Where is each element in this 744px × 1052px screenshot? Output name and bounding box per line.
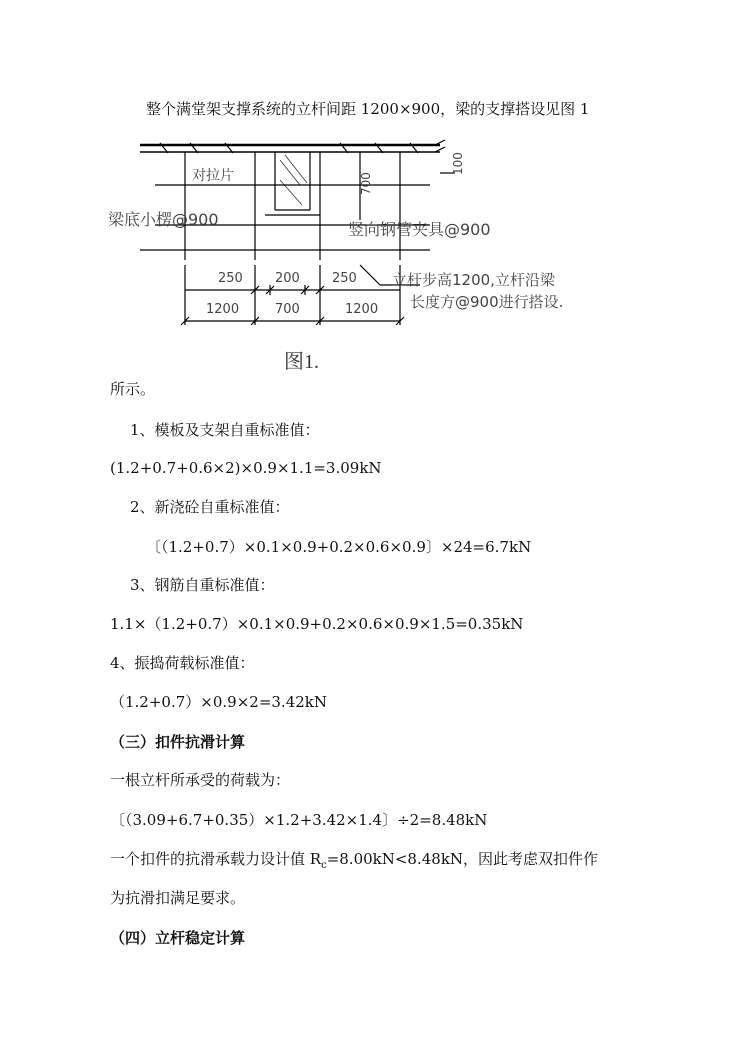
- item-1-formula: (1.2+0.7+0.6×2)×0.9×1.1=3.09kN: [110, 459, 382, 477]
- note-line-1: 立杆步高1200,立杆沿梁: [392, 271, 555, 289]
- item-3-formula: 1.1×（1.2+0.7）×0.1×0.9+0.2×0.6×0.9×1.5=0.35kN: [110, 615, 524, 633]
- resistance-sub: c: [321, 860, 327, 871]
- note-line-2: 长度方@900进行搭设.: [410, 293, 564, 311]
- dim-250-right: 250: [332, 271, 357, 286]
- section-4-heading: （四）立杆稳定计算: [110, 929, 246, 947]
- figure-caption: 图1.: [284, 351, 319, 373]
- paragraph-load: 一根立杆所承受的荷载为：: [110, 771, 291, 789]
- dim-700-vertical: 700: [359, 172, 373, 195]
- section-3-heading: （三）扣件抗滑计算: [110, 733, 246, 751]
- item-2-formula: 〔（1.2+0.7）×0.1×0.9+0.2×0.6×0.9〕×24=6.7kN: [146, 538, 532, 556]
- label-vertical-clamp: 竖向钢管夹具@900: [348, 220, 491, 239]
- item-1-title: 1、模板及支架自重标准值：: [130, 421, 320, 439]
- label-tie-plate: 对拉片: [192, 168, 234, 184]
- dim-100: 100: [451, 152, 465, 175]
- dim-700: 700: [275, 302, 300, 317]
- paragraph-load-formula: 〔（3.09+6.7+0.35）×1.2+3.42×1.4〕÷2=8.48kN: [110, 811, 488, 829]
- dim-250-left: 250: [218, 271, 243, 286]
- item-3-title: 3、钢筋自重标准值：: [130, 576, 275, 594]
- item-2-title: 2、新浇砼自重标准值：: [130, 498, 290, 516]
- resistance-pre: 一个扣件的抗滑承载力设计值 R: [110, 850, 322, 868]
- beam-support-diagram: [100, 125, 620, 340]
- label-beam-bottom: 梁底小楞@900: [108, 210, 219, 229]
- item-4-formula: （1.2+0.7）×0.9×2=3.42kN: [110, 693, 327, 711]
- item-4-title: 4、振捣荷载标准值：: [110, 654, 255, 672]
- intro-text: 整个满堂架支撑系统的立杆间距 1200×900，梁的支撑搭设见图 1: [146, 100, 590, 118]
- text-suoshi: 所示。: [110, 380, 156, 398]
- dim-1200-left: 1200: [206, 302, 240, 317]
- dim-200: 200: [275, 271, 300, 286]
- dim-1200-right: 1200: [345, 302, 379, 317]
- paragraph-conclusion: 为抗滑扣满足要求。: [110, 889, 246, 907]
- resistance-post: =8.00kN<8.48kN，因此考虑双扣件作: [326, 850, 599, 868]
- paragraph-resistance: [110, 849, 598, 876]
